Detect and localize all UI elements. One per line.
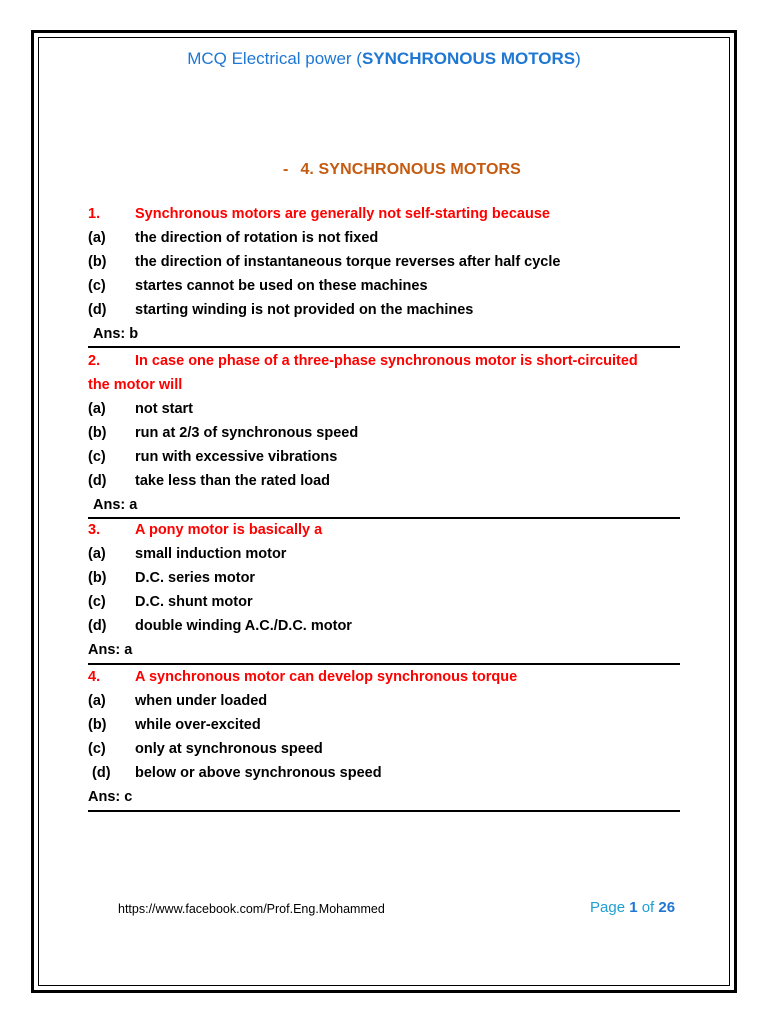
- option-a: [88, 226, 680, 250]
- option-text: take less than the rated load: [135, 473, 331, 489]
- page-indicator: [590, 899, 675, 916]
- option-b: [88, 713, 680, 737]
- option-a: [88, 397, 680, 421]
- question-stem: A synchronous motor can develop synchronous torque: [135, 669, 518, 685]
- option-text: starting winding is not provided on the machines: [135, 302, 474, 318]
- footer-link[interactable]: https://www.facebook.com/Prof.Eng.Mohammed: [118, 902, 385, 916]
- header-bold: SYNCHRONOUS MOTORS: [361, 49, 576, 68]
- option-text: run with excessive vibrations: [135, 449, 338, 465]
- question-number: 4.: [88, 669, 101, 685]
- question-stem: Synchronous motors are generally not self-starting because: [135, 206, 550, 222]
- option-d: [88, 761, 680, 785]
- question-text: [88, 518, 680, 542]
- option-label: (c): [88, 449, 106, 465]
- header-suffix: ): [575, 49, 581, 68]
- option-label: (a): [88, 230, 106, 246]
- option-b: [88, 421, 680, 445]
- option-c: [88, 274, 680, 298]
- option-text: run at 2/3 of synchronous speed: [135, 425, 359, 441]
- option-label: (c): [88, 594, 106, 610]
- question-4: [88, 665, 680, 809]
- question-text: [88, 665, 680, 689]
- question-stem: A pony motor is basically a: [135, 522, 323, 538]
- question-3: [88, 518, 680, 662]
- option-label: (b): [88, 254, 107, 270]
- question-2: [88, 349, 680, 517]
- option-text: only at synchronous speed: [135, 741, 323, 757]
- option-label: (b): [88, 717, 107, 733]
- option-c: [88, 445, 680, 469]
- option-text: small induction motor: [135, 546, 287, 562]
- section-title-text: 4. SYNCHRONOUS MOTORS: [300, 161, 521, 178]
- question-text: [88, 202, 680, 226]
- separator: [88, 346, 680, 348]
- page-current: 1: [629, 899, 638, 916]
- question-text-continued: the motor will: [88, 377, 183, 393]
- option-text: below or above synchronous speed: [135, 765, 382, 781]
- option-label: (c): [88, 278, 106, 294]
- option-c: [88, 737, 680, 761]
- option-text: the direction of rotation is not fixed: [135, 230, 379, 246]
- separator: [88, 810, 680, 812]
- page-of: of: [637, 899, 659, 916]
- option-text: not start: [135, 401, 193, 417]
- answer: Ans: b: [93, 326, 139, 342]
- option-b: [88, 250, 680, 274]
- option-label: (b): [88, 425, 107, 441]
- question-1: [88, 202, 680, 346]
- page-total: 26: [658, 899, 676, 916]
- option-label: (a): [88, 401, 106, 417]
- header-prefix: MCQ Electrical power (: [187, 49, 362, 68]
- question-text: [88, 349, 680, 373]
- document-header: [0, 49, 768, 69]
- question-number: 3.: [88, 522, 101, 538]
- option-d: [88, 614, 680, 638]
- option-text: double winding A.C./D.C. motor: [135, 618, 352, 634]
- question-number: 1.: [88, 206, 101, 222]
- option-label: (c): [88, 741, 106, 757]
- option-text: D.C. shunt motor: [135, 594, 253, 610]
- option-text: while over-excited: [135, 717, 261, 733]
- option-text: startes cannot be used on these machines: [135, 278, 428, 294]
- answer: Ans: c: [88, 789, 133, 805]
- option-label: (b): [88, 570, 107, 586]
- option-c: [88, 590, 680, 614]
- option-d: [88, 469, 680, 493]
- question-stem: In case one phase of a three-phase synchronous motor is short-circuited: [135, 353, 638, 369]
- option-label: (a): [88, 693, 106, 709]
- option-text: the direction of instantaneous torque reverses after half cycle: [135, 254, 561, 270]
- section-dash: -: [283, 161, 289, 178]
- page-prefix: Page: [590, 899, 630, 916]
- option-label: (d): [88, 473, 107, 489]
- option-label: (d): [88, 302, 107, 318]
- option-text: when under loaded: [135, 693, 268, 709]
- option-a: [88, 542, 680, 566]
- option-text: D.C. series motor: [135, 570, 256, 586]
- answer: Ans: a: [93, 497, 138, 513]
- option-label: (d): [88, 618, 107, 634]
- answer: Ans: a: [88, 642, 133, 658]
- section-title: [283, 161, 521, 179]
- option-label: (a): [88, 546, 106, 562]
- question-number: 2.: [88, 353, 101, 369]
- option-d: [88, 298, 680, 322]
- option-a: [88, 689, 680, 713]
- option-b: [88, 566, 680, 590]
- option-label: (d): [88, 765, 111, 781]
